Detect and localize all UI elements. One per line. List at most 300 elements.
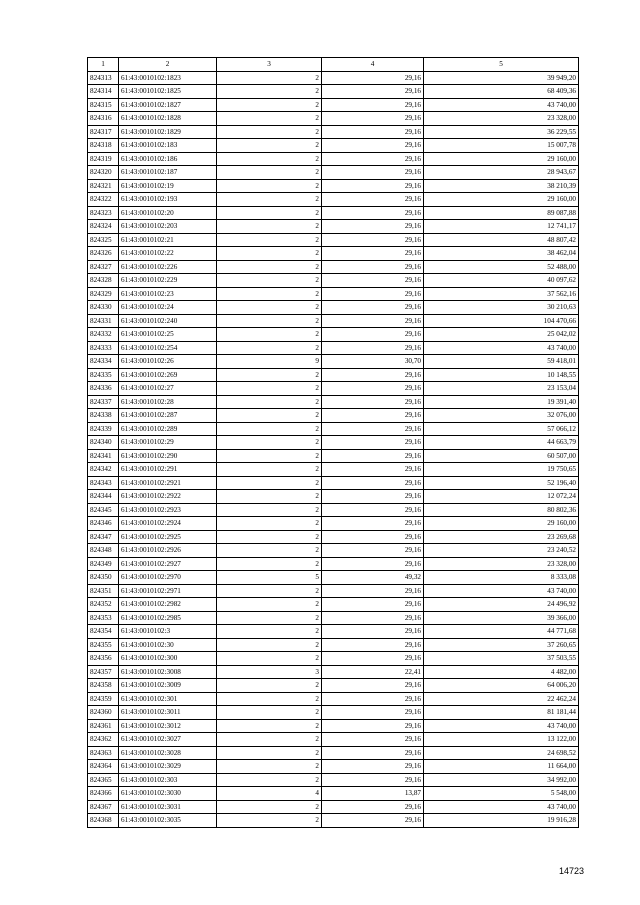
area-cell: 49,32 xyxy=(322,571,424,585)
cadastral-number-cell: 61:43:0010102:3029 xyxy=(119,760,217,774)
table-body xyxy=(88,71,579,827)
row-number-cell: 824363 xyxy=(88,746,119,760)
table-row xyxy=(88,800,579,814)
cadastral-number-cell: 61:43:0010102:240 xyxy=(119,314,217,328)
cadastral-number-cell: 61:43:0010102:187 xyxy=(119,166,217,180)
area-cell: 30,70 xyxy=(322,355,424,369)
count-cell: 2 xyxy=(217,436,322,450)
area-cell: 29,16 xyxy=(322,598,424,612)
row-number-cell: 824344 xyxy=(88,490,119,504)
area-cell: 29,16 xyxy=(322,490,424,504)
table-row xyxy=(88,301,579,315)
row-number-cell: 824325 xyxy=(88,233,119,247)
count-cell: 2 xyxy=(217,301,322,315)
table-row xyxy=(88,355,579,369)
cadastral-number-cell: 61:43:0010102:3011 xyxy=(119,706,217,720)
count-cell: 2 xyxy=(217,328,322,342)
count-cell: 2 xyxy=(217,98,322,112)
value-cell: 60 507,00 xyxy=(424,449,579,463)
value-cell: 8 333,08 xyxy=(424,571,579,585)
row-number-cell: 824339 xyxy=(88,422,119,436)
area-cell: 29,16 xyxy=(322,503,424,517)
cadastral-number-cell: 61:43:0010102:291 xyxy=(119,463,217,477)
table-row xyxy=(88,328,579,342)
row-number-cell: 824365 xyxy=(88,773,119,787)
area-cell: 29,16 xyxy=(322,706,424,720)
count-cell: 2 xyxy=(217,625,322,639)
table-row xyxy=(88,530,579,544)
cadastral-number-cell: 61:43:0010102:2922 xyxy=(119,490,217,504)
area-cell: 29,16 xyxy=(322,814,424,828)
area-cell: 29,16 xyxy=(322,220,424,234)
area-cell: 29,16 xyxy=(322,773,424,787)
count-cell: 2 xyxy=(217,679,322,693)
header-row xyxy=(88,58,579,72)
column-header: 3 xyxy=(217,58,322,72)
table-row xyxy=(88,787,579,801)
row-number-cell: 824318 xyxy=(88,139,119,153)
table-row xyxy=(88,638,579,652)
cadastral-number-cell: 61:43:0010102:3009 xyxy=(119,679,217,693)
table-row xyxy=(88,206,579,220)
table-row xyxy=(88,314,579,328)
row-number-cell: 824367 xyxy=(88,800,119,814)
cadastral-number-cell: 61:43:0010102:3 xyxy=(119,625,217,639)
count-cell: 2 xyxy=(217,490,322,504)
table-row xyxy=(88,71,579,85)
count-cell: 2 xyxy=(217,287,322,301)
value-cell: 38 462,04 xyxy=(424,247,579,261)
value-cell: 43 740,00 xyxy=(424,341,579,355)
count-cell: 2 xyxy=(217,368,322,382)
count-cell: 2 xyxy=(217,800,322,814)
table-row xyxy=(88,490,579,504)
cadastral-number-cell: 61:43:0010102:3027 xyxy=(119,733,217,747)
row-number-cell: 824356 xyxy=(88,652,119,666)
row-number-cell: 824347 xyxy=(88,530,119,544)
count-cell: 2 xyxy=(217,71,322,85)
table-row xyxy=(88,665,579,679)
row-number-cell: 824346 xyxy=(88,517,119,531)
count-cell: 2 xyxy=(217,706,322,720)
value-cell: 39 366,00 xyxy=(424,611,579,625)
value-cell: 44 663,79 xyxy=(424,436,579,450)
cadastral-number-cell: 61:43:0010102:3008 xyxy=(119,665,217,679)
cadastral-number-cell: 61:43:0010102:22 xyxy=(119,247,217,261)
value-cell: 23 240,52 xyxy=(424,544,579,558)
row-number-cell: 824327 xyxy=(88,260,119,274)
table-row xyxy=(88,382,579,396)
area-cell: 29,16 xyxy=(322,760,424,774)
value-cell: 24 698,52 xyxy=(424,746,579,760)
value-cell: 24 496,92 xyxy=(424,598,579,612)
area-cell: 29,16 xyxy=(322,692,424,706)
table-row xyxy=(88,233,579,247)
area-cell: 29,16 xyxy=(322,152,424,166)
area-cell: 29,16 xyxy=(322,260,424,274)
count-cell: 2 xyxy=(217,517,322,531)
count-cell: 2 xyxy=(217,449,322,463)
table-row xyxy=(88,476,579,490)
value-cell: 39 949,20 xyxy=(424,71,579,85)
count-cell: 2 xyxy=(217,314,322,328)
row-number-cell: 824334 xyxy=(88,355,119,369)
row-number-cell: 824362 xyxy=(88,733,119,747)
value-cell: 64 006,20 xyxy=(424,679,579,693)
value-cell: 59 418,01 xyxy=(424,355,579,369)
value-cell: 43 740,00 xyxy=(424,584,579,598)
cadastral-number-cell: 61:43:0010102:1825 xyxy=(119,85,217,99)
cadastral-number-cell: 61:43:0010102:226 xyxy=(119,260,217,274)
row-number-cell: 824317 xyxy=(88,125,119,139)
cadastral-number-cell: 61:43:0010102:287 xyxy=(119,409,217,423)
cadastral-number-cell: 61:43:0010102:3035 xyxy=(119,814,217,828)
value-cell: 29 160,00 xyxy=(424,152,579,166)
row-number-cell: 824316 xyxy=(88,112,119,126)
count-cell: 2 xyxy=(217,85,322,99)
area-cell: 29,16 xyxy=(322,247,424,261)
row-number-cell: 824368 xyxy=(88,814,119,828)
count-cell: 2 xyxy=(217,382,322,396)
row-number-cell: 824349 xyxy=(88,557,119,571)
area-cell: 29,16 xyxy=(322,584,424,598)
count-cell: 2 xyxy=(217,692,322,706)
count-cell: 2 xyxy=(217,719,322,733)
table-row xyxy=(88,692,579,706)
cadastral-number-cell: 61:43:0010102:2924 xyxy=(119,517,217,531)
count-cell: 2 xyxy=(217,139,322,153)
cadastral-number-cell: 61:43:0010102:254 xyxy=(119,341,217,355)
cadastral-number-cell: 61:43:0010102:20 xyxy=(119,206,217,220)
count-cell: 2 xyxy=(217,409,322,423)
cadastral-number-cell: 61:43:0010102:290 xyxy=(119,449,217,463)
value-cell: 29 160,00 xyxy=(424,517,579,531)
count-cell: 2 xyxy=(217,746,322,760)
row-number-cell: 824341 xyxy=(88,449,119,463)
table-row xyxy=(88,166,579,180)
area-cell: 29,16 xyxy=(322,557,424,571)
area-cell: 29,16 xyxy=(322,125,424,139)
area-cell: 29,16 xyxy=(322,449,424,463)
count-cell: 2 xyxy=(217,557,322,571)
area-cell: 29,16 xyxy=(322,625,424,639)
value-cell: 89 087,88 xyxy=(424,206,579,220)
table-row xyxy=(88,422,579,436)
row-number-cell: 824364 xyxy=(88,760,119,774)
count-cell: 2 xyxy=(217,814,322,828)
row-number-cell: 824360 xyxy=(88,706,119,720)
table-row xyxy=(88,152,579,166)
table-row xyxy=(88,598,579,612)
count-cell: 2 xyxy=(217,503,322,517)
count-cell: 2 xyxy=(217,125,322,139)
area-cell: 29,16 xyxy=(322,746,424,760)
row-number-cell: 824322 xyxy=(88,193,119,207)
count-cell: 2 xyxy=(217,179,322,193)
table-row xyxy=(88,679,579,693)
value-cell: 12 741,17 xyxy=(424,220,579,234)
table-row xyxy=(88,449,579,463)
table-row xyxy=(88,98,579,112)
table-row xyxy=(88,706,579,720)
row-number-cell: 824340 xyxy=(88,436,119,450)
table-row xyxy=(88,611,579,625)
area-cell: 29,16 xyxy=(322,341,424,355)
table-row xyxy=(88,260,579,274)
count-cell: 2 xyxy=(217,598,322,612)
value-cell: 30 210,63 xyxy=(424,301,579,315)
area-cell: 29,16 xyxy=(322,368,424,382)
table-row xyxy=(88,409,579,423)
count-cell: 2 xyxy=(217,463,322,477)
row-number-cell: 824353 xyxy=(88,611,119,625)
table-row xyxy=(88,544,579,558)
value-cell: 52 488,00 xyxy=(424,260,579,274)
row-number-cell: 824348 xyxy=(88,544,119,558)
value-cell: 37 562,16 xyxy=(424,287,579,301)
row-number-cell: 824354 xyxy=(88,625,119,639)
area-cell: 29,16 xyxy=(322,274,424,288)
area-cell: 29,16 xyxy=(322,463,424,477)
row-number-cell: 824358 xyxy=(88,679,119,693)
count-cell: 2 xyxy=(217,476,322,490)
row-number-cell: 824359 xyxy=(88,692,119,706)
row-number-cell: 824351 xyxy=(88,584,119,598)
count-cell: 2 xyxy=(217,395,322,409)
value-cell: 10 148,55 xyxy=(424,368,579,382)
table-row xyxy=(88,719,579,733)
area-cell: 29,16 xyxy=(322,139,424,153)
cadastral-number-cell: 61:43:0010102:3012 xyxy=(119,719,217,733)
count-cell: 2 xyxy=(217,584,322,598)
value-cell: 43 740,00 xyxy=(424,719,579,733)
value-cell: 68 409,36 xyxy=(424,85,579,99)
cadastral-number-cell: 61:43:0010102:301 xyxy=(119,692,217,706)
table-row xyxy=(88,503,579,517)
value-cell: 81 181,44 xyxy=(424,706,579,720)
row-number-cell: 824331 xyxy=(88,314,119,328)
value-cell: 4 482,00 xyxy=(424,665,579,679)
count-cell: 9 xyxy=(217,355,322,369)
cadastral-number-cell: 61:43:0010102:28 xyxy=(119,395,217,409)
area-cell: 29,16 xyxy=(322,328,424,342)
area-cell: 29,16 xyxy=(322,314,424,328)
cadastral-number-cell: 61:43:0010102:203 xyxy=(119,220,217,234)
value-cell: 48 807,42 xyxy=(424,233,579,247)
cadastral-number-cell: 61:43:0010102:29 xyxy=(119,436,217,450)
cadastral-number-cell: 61:43:0010102:2921 xyxy=(119,476,217,490)
count-cell: 2 xyxy=(217,193,322,207)
cadastral-number-cell: 61:43:0010102:30 xyxy=(119,638,217,652)
count-cell: 2 xyxy=(217,422,322,436)
table-row xyxy=(88,287,579,301)
area-cell: 29,16 xyxy=(322,112,424,126)
cadastral-number-cell: 61:43:0010102:2923 xyxy=(119,503,217,517)
value-cell: 19 750,65 xyxy=(424,463,579,477)
count-cell: 2 xyxy=(217,260,322,274)
value-cell: 23 153,04 xyxy=(424,382,579,396)
area-cell: 29,16 xyxy=(322,719,424,733)
area-cell: 29,16 xyxy=(322,679,424,693)
row-number-cell: 824314 xyxy=(88,85,119,99)
table-row xyxy=(88,179,579,193)
cadastral-number-cell: 61:43:0010102:2982 xyxy=(119,598,217,612)
table-row xyxy=(88,463,579,477)
area-cell: 29,16 xyxy=(322,517,424,531)
value-cell: 34 992,00 xyxy=(424,773,579,787)
value-cell: 38 210,39 xyxy=(424,179,579,193)
area-cell: 29,16 xyxy=(322,233,424,247)
count-cell: 5 xyxy=(217,571,322,585)
cadastral-number-cell: 61:43:0010102:26 xyxy=(119,355,217,369)
row-number-cell: 824326 xyxy=(88,247,119,261)
row-number-cell: 824319 xyxy=(88,152,119,166)
row-number-cell: 824323 xyxy=(88,206,119,220)
value-cell: 19 916,28 xyxy=(424,814,579,828)
count-cell: 2 xyxy=(217,652,322,666)
area-cell: 29,16 xyxy=(322,206,424,220)
area-cell: 29,16 xyxy=(322,409,424,423)
row-number-cell: 824350 xyxy=(88,571,119,585)
count-cell: 2 xyxy=(217,530,322,544)
table-row xyxy=(88,773,579,787)
value-cell: 11 664,00 xyxy=(424,760,579,774)
table-row xyxy=(88,112,579,126)
value-cell: 43 740,00 xyxy=(424,98,579,112)
table-row xyxy=(88,125,579,139)
table-row xyxy=(88,571,579,585)
table-row xyxy=(88,814,579,828)
cadastral-number-cell: 61:43:0010102:23 xyxy=(119,287,217,301)
cadastral-number-cell: 61:43:0010102:3030 xyxy=(119,787,217,801)
count-cell: 2 xyxy=(217,220,322,234)
table-row xyxy=(88,436,579,450)
row-number-cell: 824357 xyxy=(88,665,119,679)
value-cell: 52 196,40 xyxy=(424,476,579,490)
table-row xyxy=(88,760,579,774)
row-number-cell: 824330 xyxy=(88,301,119,315)
value-cell: 23 269,68 xyxy=(424,530,579,544)
value-cell: 15 007,78 xyxy=(424,139,579,153)
row-number-cell: 824324 xyxy=(88,220,119,234)
row-number-cell: 824336 xyxy=(88,382,119,396)
value-cell: 104 470,66 xyxy=(424,314,579,328)
row-number-cell: 824315 xyxy=(88,98,119,112)
row-number-cell: 824352 xyxy=(88,598,119,612)
value-cell: 37 260,65 xyxy=(424,638,579,652)
count-cell: 2 xyxy=(217,233,322,247)
cadastral-number-cell: 61:43:0010102:1827 xyxy=(119,98,217,112)
cadastral-number-cell: 61:43:0010102:186 xyxy=(119,152,217,166)
cadastral-number-cell: 61:43:0010102:300 xyxy=(119,652,217,666)
row-number-cell: 824337 xyxy=(88,395,119,409)
table-row xyxy=(88,557,579,571)
cadastral-number-cell: 61:43:0010102:3028 xyxy=(119,746,217,760)
cadastral-number-cell: 61:43:0010102:303 xyxy=(119,773,217,787)
area-cell: 29,16 xyxy=(322,85,424,99)
row-number-cell: 824333 xyxy=(88,341,119,355)
value-cell: 36 229,55 xyxy=(424,125,579,139)
area-cell: 29,16 xyxy=(322,287,424,301)
value-cell: 25 042,02 xyxy=(424,328,579,342)
count-cell: 2 xyxy=(217,341,322,355)
value-cell: 22 462,24 xyxy=(424,692,579,706)
cadastral-number-cell: 61:43:0010102:269 xyxy=(119,368,217,382)
row-number-cell: 824335 xyxy=(88,368,119,382)
cadastral-number-cell: 61:43:0010102:2926 xyxy=(119,544,217,558)
cadastral-number-cell: 61:43:0010102:193 xyxy=(119,193,217,207)
cadastral-number-cell: 61:43:0010102:2927 xyxy=(119,557,217,571)
value-cell: 43 740,00 xyxy=(424,800,579,814)
table-row xyxy=(88,517,579,531)
area-cell: 29,16 xyxy=(322,436,424,450)
table-row xyxy=(88,625,579,639)
row-number-cell: 824345 xyxy=(88,503,119,517)
table-row xyxy=(88,652,579,666)
area-cell: 29,16 xyxy=(322,800,424,814)
cadastral-number-cell: 61:43:0010102:229 xyxy=(119,274,217,288)
area-cell: 29,16 xyxy=(322,652,424,666)
area-cell: 29,16 xyxy=(322,422,424,436)
cadastral-number-cell: 61:43:0010102:2970 xyxy=(119,571,217,585)
count-cell: 2 xyxy=(217,611,322,625)
cadastral-number-cell: 61:43:0010102:27 xyxy=(119,382,217,396)
value-cell: 19 391,40 xyxy=(424,395,579,409)
row-number-cell: 824355 xyxy=(88,638,119,652)
count-cell: 2 xyxy=(217,733,322,747)
cadastral-number-cell: 61:43:0010102:2971 xyxy=(119,584,217,598)
area-cell: 29,16 xyxy=(322,193,424,207)
area-cell: 29,16 xyxy=(322,611,424,625)
count-cell: 2 xyxy=(217,112,322,126)
value-cell: 23 328,00 xyxy=(424,557,579,571)
cadastral-number-cell: 61:43:0010102:183 xyxy=(119,139,217,153)
column-header: 5 xyxy=(424,58,579,72)
row-number-cell: 824332 xyxy=(88,328,119,342)
table-row xyxy=(88,247,579,261)
row-number-cell: 824343 xyxy=(88,476,119,490)
value-cell: 12 072,24 xyxy=(424,490,579,504)
count-cell: 2 xyxy=(217,152,322,166)
count-cell: 2 xyxy=(217,274,322,288)
cadastral-number-cell: 61:43:0010102:1828 xyxy=(119,112,217,126)
table-row xyxy=(88,220,579,234)
area-cell: 29,16 xyxy=(322,530,424,544)
area-cell: 29,16 xyxy=(322,179,424,193)
area-cell: 29,16 xyxy=(322,638,424,652)
area-cell: 29,16 xyxy=(322,71,424,85)
value-cell: 5 548,00 xyxy=(424,787,579,801)
table-row xyxy=(88,193,579,207)
table-row xyxy=(88,368,579,382)
row-number-cell: 824320 xyxy=(88,166,119,180)
area-cell: 29,16 xyxy=(322,733,424,747)
column-header: 4 xyxy=(322,58,424,72)
column-header: 1 xyxy=(88,58,119,72)
register-table xyxy=(87,57,579,828)
area-cell: 29,16 xyxy=(322,544,424,558)
area-cell: 29,16 xyxy=(322,395,424,409)
cadastral-number-cell: 61:43:0010102:1823 xyxy=(119,71,217,85)
count-cell: 2 xyxy=(217,760,322,774)
count-cell: 2 xyxy=(217,773,322,787)
value-cell: 32 076,00 xyxy=(424,409,579,423)
column-header: 2 xyxy=(119,58,217,72)
cadastral-number-cell: 61:43:0010102:21 xyxy=(119,233,217,247)
cadastral-number-cell: 61:43:0010102:24 xyxy=(119,301,217,315)
area-cell: 29,16 xyxy=(322,98,424,112)
table-row xyxy=(88,341,579,355)
